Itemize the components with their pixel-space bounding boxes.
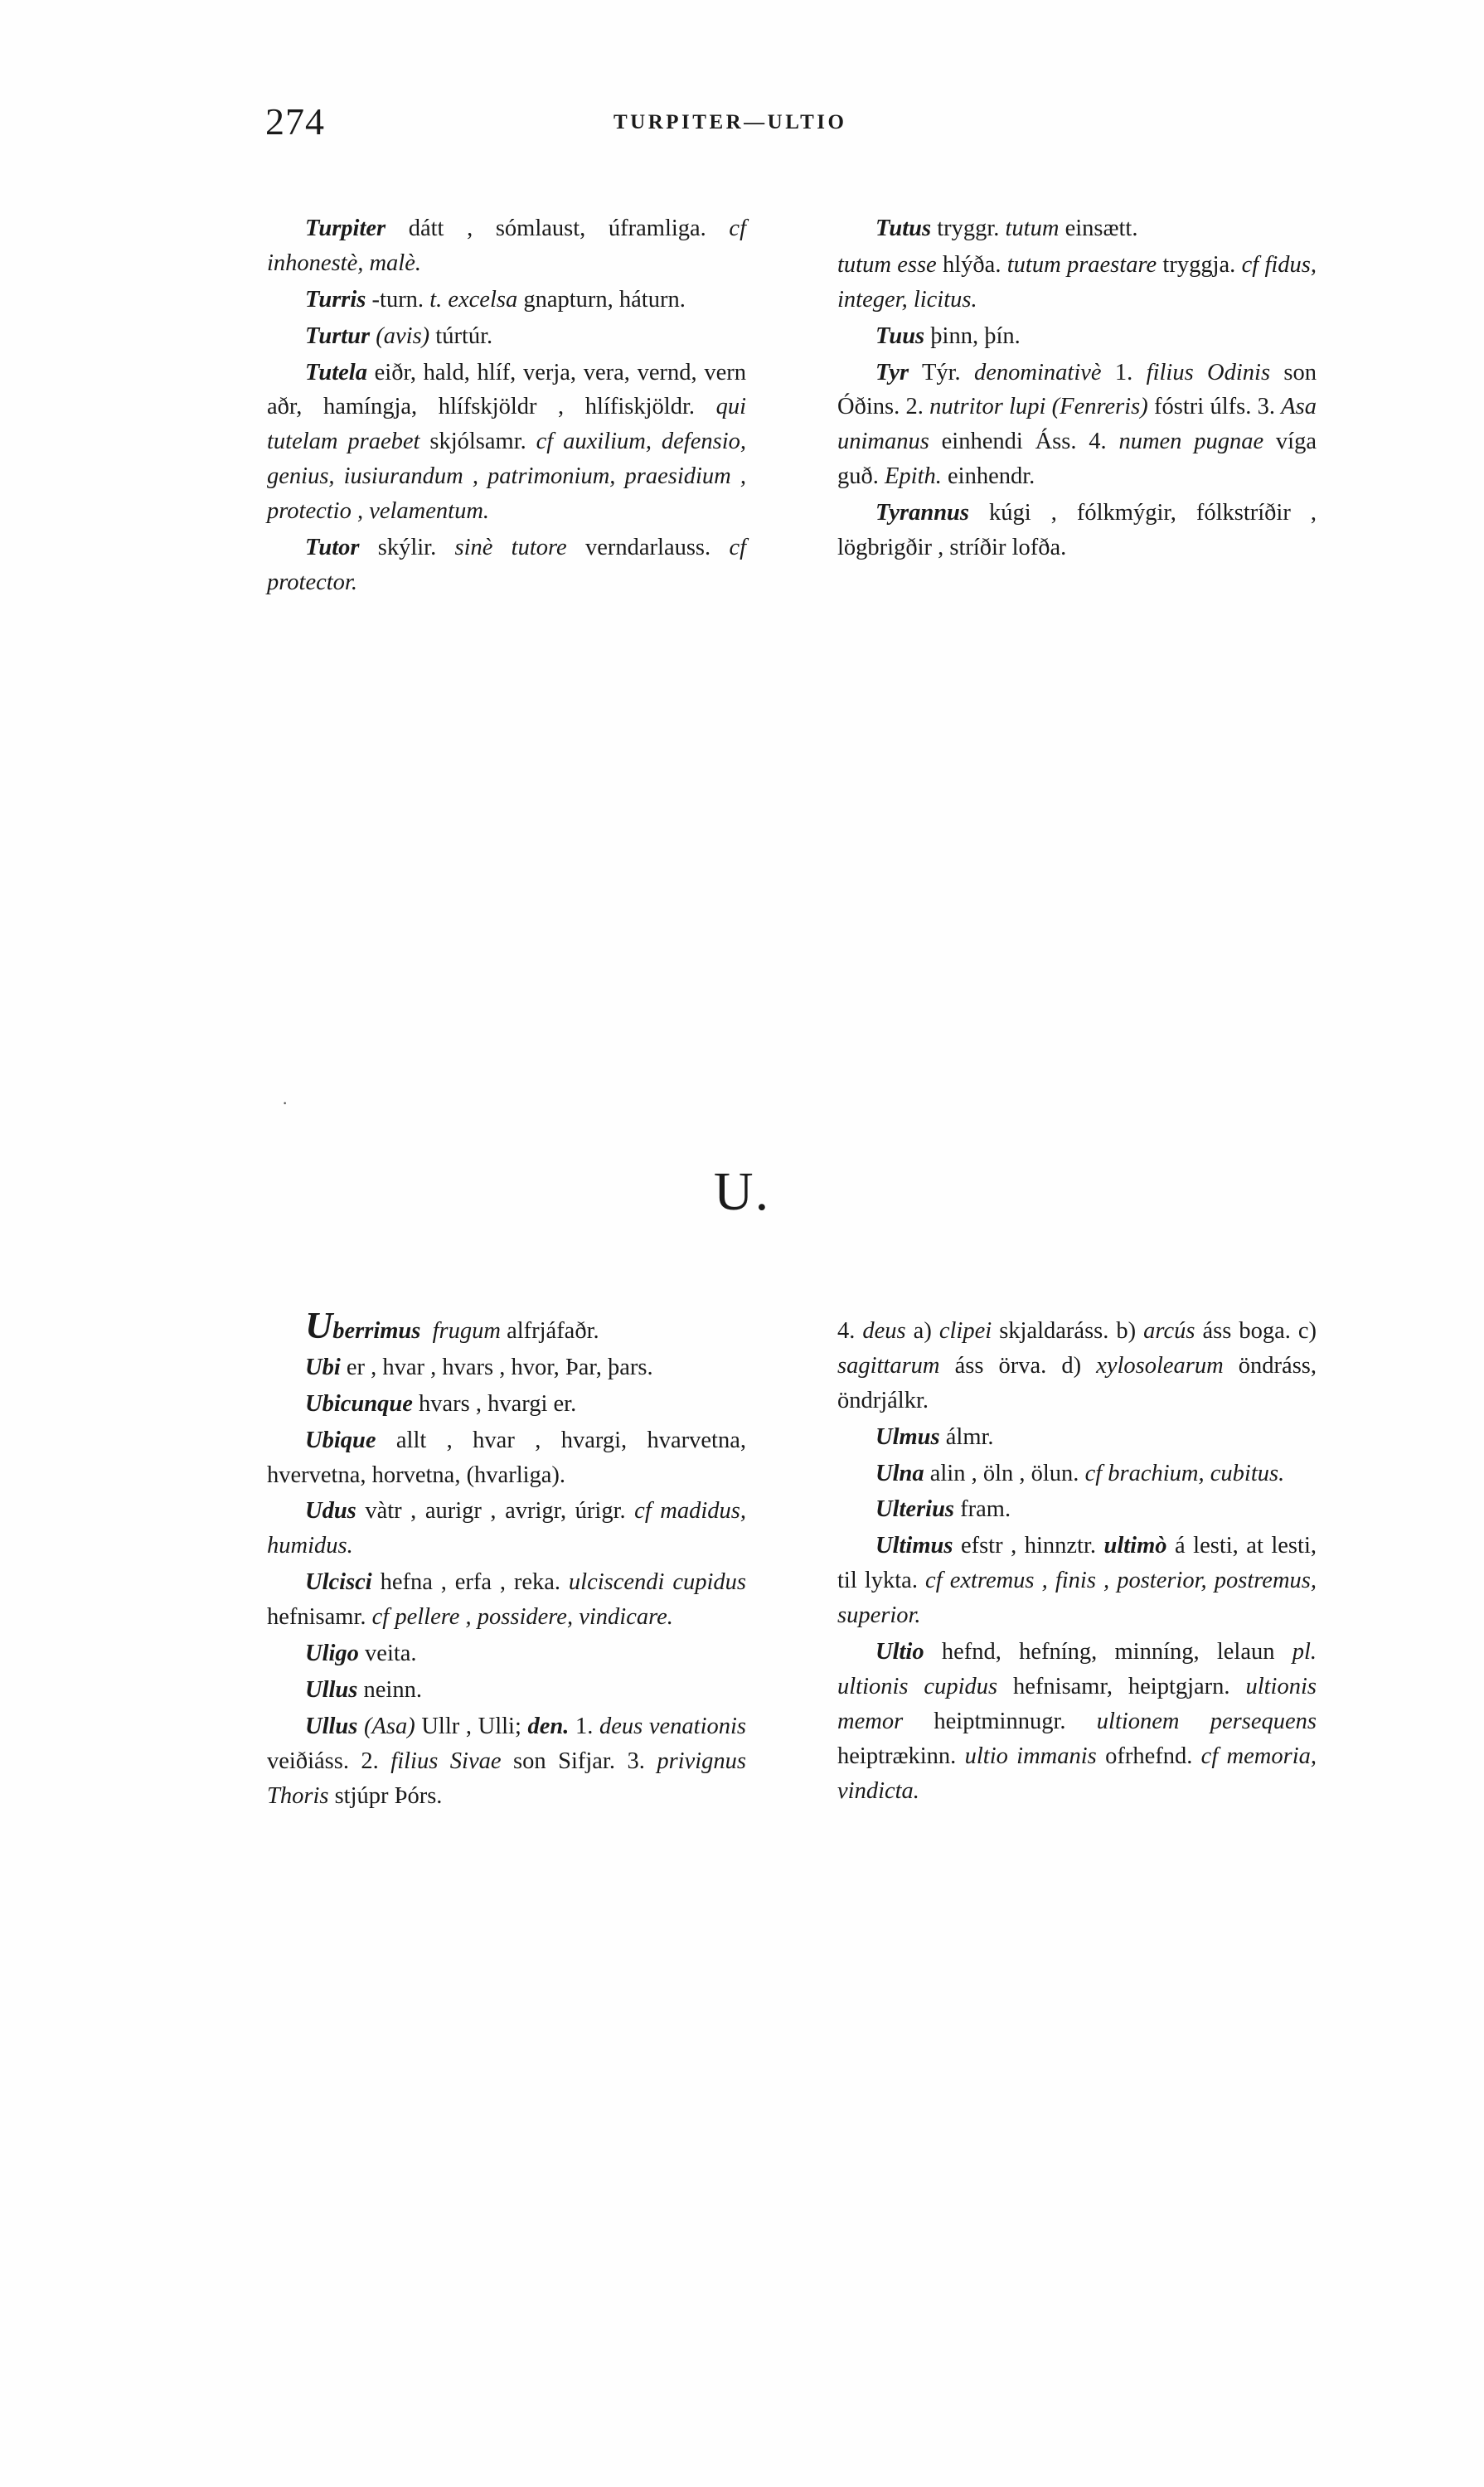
entry-tutor [267, 531, 746, 600]
entry-sense-4a-gloss: skjaldaráss. b) [992, 1318, 1144, 1344]
page-number: 274 [265, 100, 325, 143]
entry-gloss: skýlir. [359, 535, 455, 561]
headword: Tyr [875, 359, 909, 385]
entry-ullus-asa [267, 1709, 746, 1814]
entry-phrase-2-latin: ultionis memor [837, 1673, 1317, 1734]
headword: Ultio [875, 1639, 924, 1665]
running-head: TURPITER—ULTIO [613, 111, 847, 133]
entry-phrase-3-gloss: heiptrækinn. [837, 1743, 965, 1769]
entry-gloss: álmr. [939, 1423, 994, 1450]
entry-tutela [267, 356, 746, 529]
entry-latin-note: tutum [1005, 216, 1060, 241]
entry-ubi [267, 1350, 746, 1385]
entry-sense-1-gloss: veiðiáss. 2. [267, 1748, 391, 1774]
entry-gloss: hefnd, hefníng, minníng, lelaun [924, 1639, 1292, 1665]
entry-gloss-tail: 1. [569, 1713, 599, 1739]
headword: Ulcisci [305, 1569, 372, 1596]
entry-gloss-tail: skjólsamr. [419, 429, 526, 455]
entry-latin-note: cf brachium, cubitus. [1084, 1460, 1285, 1486]
entry-phrase-4-gloss: ofrhefnd. [1096, 1743, 1201, 1769]
entry-gloss: -turn. [366, 286, 430, 313]
entry-gloss: Ullr , Ulli; [415, 1713, 528, 1739]
entry-sense-4-number: 4. [837, 1318, 863, 1344]
entry-cross-reference: cf memoria, vindicta. [837, 1743, 1317, 1804]
entry-ulna [837, 1457, 1317, 1491]
column-left-bottom [267, 1304, 747, 1813]
entry-ulmus [837, 1420, 1317, 1455]
entry-ullus-continuation [837, 1314, 1317, 1418]
entry-phrase-2-gloss: heiptminnugr. [903, 1708, 1097, 1734]
headword: Ultimus [875, 1533, 953, 1559]
entry-sense-4c-gloss: áss örva. d) [939, 1352, 1097, 1379]
column-right-top [837, 211, 1317, 565]
entry-tutus [837, 211, 1317, 246]
entry-gloss: fram. [954, 1496, 1011, 1523]
entry-ullus [267, 1673, 746, 1708]
column-right-bottom [837, 1314, 1317, 1808]
entry-gloss-tail: hefnisamr. [267, 1604, 372, 1631]
entry-latin-note: frugum [432, 1318, 501, 1344]
headword: Ubi [305, 1354, 341, 1380]
entry-ulterius [837, 1492, 1317, 1527]
entry-phrase-1-latin: ultionis cupidus [837, 1673, 998, 1699]
headword: Ulna [875, 1460, 924, 1486]
entry-latin-note: t. excelsa [429, 286, 518, 313]
entry-sense-4a-latin: clipei [938, 1318, 992, 1344]
entry-plural-label: pl. [1292, 1639, 1317, 1665]
entry-latin-note: sinè tutore [454, 535, 567, 561]
entry-gloss: veita. [358, 1641, 417, 1667]
headword: Ulmus [875, 1423, 940, 1450]
entry-uberrimus [267, 1304, 746, 1349]
entry-gloss: hefna , erfa , reka. [371, 1569, 569, 1596]
entry-latin-note-2: cf fidus, integer, licitus. [837, 251, 1317, 313]
entry-latin-note-2: cf auxilium, defensio, genius, iusiurandum , patrimonium, praesidium , protectio , velamentum. [267, 429, 746, 525]
entry-gloss: dátt , sómlaust, úframliga. [386, 216, 730, 241]
headword: Tuus [875, 322, 925, 349]
entry-gloss: tryggr. [931, 216, 1006, 241]
drop-cap-u: U [305, 1304, 333, 1346]
headword: Ubique [305, 1427, 376, 1453]
entry-latin-note-2: cf extremus , finis , posterior, postremus, superior. [837, 1568, 1317, 1629]
entry-sense-2-gloss: son Óðins. 2. [837, 359, 1317, 420]
entry-sense-3-latin: nutritor lupi (Fenreris) [929, 394, 1148, 420]
entry-gloss-tail: verndarlauss. [566, 535, 730, 561]
entry-sense-1-latin: deus venationis [599, 1713, 747, 1739]
entry-gloss: hvars , hvargi er. [412, 1390, 577, 1417]
headword: Ulterius [875, 1496, 955, 1523]
entry-gloss: vàtr , aurigr , avrigr, úrigr. [356, 1498, 635, 1525]
entry-sense-4d-latin: xylosolearum [1096, 1352, 1224, 1379]
headword: Tutela [305, 359, 367, 385]
entry-sense-3-gloss: stjúpr Þórs. [328, 1782, 443, 1809]
entry-gloss-tail: gnapturn, háturn. [517, 286, 686, 313]
entry-phrase-3-latin: ultionem persequens [1096, 1708, 1317, 1734]
entry-sense-4-latin: deus [862, 1318, 906, 1344]
entry-turpiter [267, 211, 746, 281]
entry-gloss: eiðr, hald, hlíf, verja, vera, vernd, vern aðr, hamíngja, hlífskjöldr , hlífiskjöldr. [267, 359, 746, 420]
entry-latin-lead: tutum esse [837, 251, 937, 278]
entry-sense-2-latin: filius Sivae [390, 1748, 502, 1774]
entry-den-label: den. [527, 1713, 570, 1739]
entry-sense-4a-label: a) [905, 1318, 939, 1344]
entry-gloss-tail: 1. [1101, 359, 1147, 385]
entry-gloss-tail: á lesti, at lesti, til lykta. [837, 1533, 1317, 1594]
headword: Udus [305, 1498, 356, 1525]
entry-sense-4-latin: Asa unimanus [837, 394, 1317, 455]
entry-latin-note: ulciscendi cupidus [568, 1569, 746, 1596]
entry-sense-2-latin: filius Odinis [1146, 359, 1271, 385]
entry-epithet-label: Epith. [885, 463, 942, 490]
entry-latin-note-2: cf pellere , possidere, vindicare. [371, 1604, 673, 1631]
entry-gloss: alfrjáfaðr. [500, 1318, 599, 1344]
column-left-top [267, 211, 746, 600]
headword: Tutus [875, 216, 932, 241]
entry-latin-note-2: cf protector. [267, 535, 747, 595]
entry-ultimus [837, 1529, 1317, 1633]
entry-turris [267, 283, 746, 318]
entry-gloss: túrtúr. [429, 322, 493, 349]
entry-qualifier: (avis) [376, 322, 430, 349]
entry-gloss: þinn, þín. [924, 322, 1021, 349]
entry-sense-4b-gloss: áss boga. c) [1195, 1318, 1317, 1344]
entry-tutum-continuation [837, 248, 1317, 318]
entry-uligo [267, 1636, 746, 1671]
entry-sense-5-latin: numen pugnae [1118, 429, 1264, 455]
headword: Turtur [305, 322, 371, 349]
entry-gloss: alin , öln , ölun. [924, 1460, 1085, 1486]
entry-gloss: efstr , hinnztr. [953, 1533, 1104, 1559]
entry-latin-note: qui tutelam praebet [267, 394, 747, 455]
entry-tyr [837, 356, 1317, 495]
headword: Tutor [305, 535, 360, 561]
headword: Ubicunque [305, 1390, 413, 1417]
headword: Turris [305, 286, 366, 313]
entry-epithet-gloss: einhendr. [941, 463, 1035, 490]
entry-sense-2-gloss: son Sifjar. 3. [501, 1748, 657, 1774]
entry-gloss: er , hvar , hvars , hvor, Þar, þars. [340, 1354, 653, 1380]
page-header [265, 99, 1326, 149]
headword: Ullus [305, 1713, 358, 1739]
entry-latin-note: tutum praestare [1006, 251, 1157, 278]
entry-latin-note: cf inhonestè, malè. [267, 216, 746, 276]
headword: Ullus [305, 1676, 358, 1703]
entry-latin-note: denominativè [974, 359, 1102, 385]
entry-ultio [837, 1635, 1317, 1808]
entry-udus [267, 1494, 746, 1563]
entry-gloss-tail: einsætt. [1059, 216, 1138, 241]
entry-tuus [837, 319, 1317, 354]
entry-phrase-4-latin: ultio immanis [964, 1743, 1097, 1769]
entry-ubicunque [267, 1387, 746, 1422]
entry-ulcisci [267, 1565, 746, 1635]
entry-sense-3-latin: privignus Thoris [267, 1748, 746, 1809]
entry-gloss: hlýða. [936, 251, 1007, 278]
entry-sense-4-gloss: einhendi Áss. 4. [929, 429, 1119, 455]
entry-phrase-1-gloss: hefnisamr, heiptgjarn. [997, 1673, 1246, 1699]
entry-gloss-tail: tryggja. [1157, 251, 1242, 278]
headword: Uligo [305, 1641, 359, 1667]
entry-gloss: allt , hvar , hvargi, hvarvetna, hvervetna, horvetna, (hvarliga). [267, 1427, 746, 1488]
entry-sense-4d-gloss: öndráss, öndrjálkr. [837, 1352, 1317, 1413]
headword: berrimus [332, 1318, 421, 1344]
entry-gloss: kúgi , fólkmýgir, fólkstríðir , lögbrigðir , stríðir lofða. [837, 500, 1317, 561]
entry-tyrannus [837, 496, 1317, 565]
entry-turtur [267, 319, 746, 354]
entry-latin-note: ultimò [1103, 1533, 1167, 1559]
stray-ink-mark: · [282, 1093, 289, 1113]
section-letter-u: U. [713, 1161, 771, 1222]
entry-gloss: Týr. [909, 359, 975, 385]
entry-sense-3-gloss: fóstri úlfs. 3. [1147, 394, 1282, 420]
entry-sense-4c-latin: sagittarum [837, 1352, 940, 1379]
entry-ubique [267, 1423, 746, 1493]
headword: Tyrannus [875, 500, 969, 526]
entry-sense-5-gloss: víga guð. [837, 429, 1317, 490]
headword: Turpiter [305, 216, 386, 241]
entry-sense-4b-latin: arcús [1143, 1318, 1195, 1344]
entry-gloss: neinn. [357, 1676, 422, 1703]
entry-qualifier: (Asa) [364, 1713, 415, 1739]
entry-latin-note: cf madidus, humidus. [267, 1498, 746, 1559]
